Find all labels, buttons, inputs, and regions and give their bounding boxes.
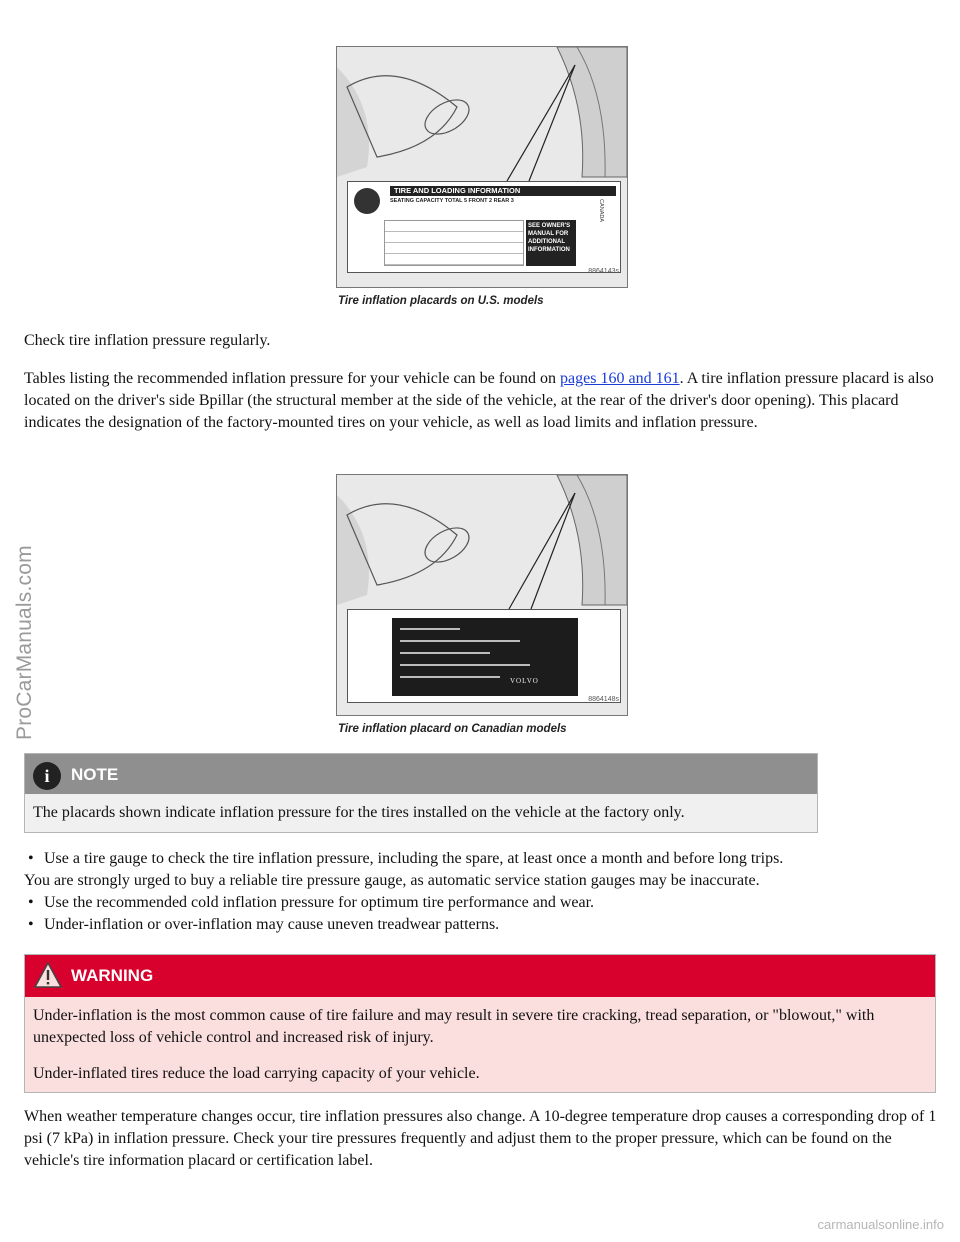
side-watermark: ProCarManuals.com <box>13 545 36 740</box>
figure-code: 8864143s <box>588 268 619 275</box>
warning-paragraph: Under-inflated tires reduce the load carrying capacity of your vehicle. <box>33 1065 480 1082</box>
figure-code: 8864148s <box>588 696 619 703</box>
tables-text-before: Tables listing the recommended inflation pressure for your vehicle can be found on <box>24 370 561 387</box>
bullet-icon: • <box>28 894 34 911</box>
warning-paragraph: Under-inflation is the most common cause of tire failure and may result in severe tire cracking, tread separation, or "blowout," with unexpected loss of vehicle control and increased risk of injury. <box>33 1007 875 1046</box>
tire-logo-icon <box>354 188 380 214</box>
placard-dark-panel <box>392 618 578 696</box>
warning-title: WARNING <box>71 966 154 985</box>
list-item-text: Under-inflation or over-inflation may cause uneven treadwear patterns. <box>44 916 500 933</box>
figure-caption: Tire inflation placards on U.S. models <box>338 295 544 307</box>
warning-header <box>25 955 935 997</box>
info-icon: i <box>33 762 61 790</box>
bullet-icon: • <box>28 916 34 933</box>
list-item-text: Use a tire gauge to check the tire inflation pressure, including the spare, at least once a month and before long trips. <box>44 850 784 867</box>
note-title: NOTE <box>71 765 119 784</box>
placard-see-manual: SEE OWNER'S MANUAL FOR ADDITIONAL INFORMATION <box>526 220 576 266</box>
list-item-text: Use the recommended cold inflation pressure for optimum tire performance and wear. <box>44 894 595 911</box>
pages-link[interactable]: pages 160 and 161 <box>560 370 680 387</box>
illustration-canadian-placard <box>336 474 628 716</box>
note-body: The placards shown indicate inflation pressure for the tires installed on the vehicle at the factory only. <box>33 804 685 821</box>
placard-subheading: SEATING CAPACITY TOTAL 5 FRONT 2 REAR 3 <box>390 198 514 204</box>
note-header <box>25 754 817 794</box>
list-item <box>24 914 939 936</box>
list-item <box>24 892 939 914</box>
bullet-icon: • <box>28 850 34 867</box>
list-item <box>24 848 939 870</box>
canadian-placard <box>347 609 621 703</box>
paragraph-weather: When weather temperature changes occur, tire inflation pressures also change. A 10-degree temperature drop causes a corresponding drop of 1 psi (7 kPa) in inflation pressure. Check your tire pressures frequently and adjust them to the proper pressure, which can be found on the vehicle's tire information placard or certification label. <box>24 1108 937 1169</box>
figure-us-placard <box>336 46 628 312</box>
placard-grid <box>384 220 524 266</box>
us-placard <box>347 181 621 273</box>
list-item-text: You are strongly urged to buy a reliable tire pressure gauge, as automatic service station gauges may be inaccurate. <box>24 872 760 889</box>
warning-body <box>33 1005 923 1085</box>
warning-box <box>24 954 936 1093</box>
placard-brand: VOLVO <box>510 677 539 685</box>
illustration-us-placard <box>336 46 628 288</box>
tables-text-after: . A tire inflation pressure placard is also located on the driver's side Bpillar (the structural member at the side of the vehicle, at the rear of the driver's door opening). This placard indicates the designation of the factory-mounted tires on your vehicle, as well as load limits and inflation pressure. <box>24 370 934 431</box>
placard-heading: TIRE AND LOADING INFORMATION <box>390 186 616 196</box>
list-item-continuation <box>24 870 939 892</box>
tips-list <box>24 848 939 936</box>
figure-canadian-placard <box>336 474 628 740</box>
paragraph-check: Check tire inflation pressure regularly. <box>24 332 271 349</box>
paragraph-tables <box>24 368 939 434</box>
bottom-watermark: carmanualsonline.info <box>817 1217 944 1232</box>
note-box <box>24 753 818 833</box>
placard-side-text: CANADA <box>598 199 604 222</box>
figure-caption: Tire inflation placard on Canadian models <box>338 723 567 735</box>
warning-triangle-icon <box>33 961 63 989</box>
